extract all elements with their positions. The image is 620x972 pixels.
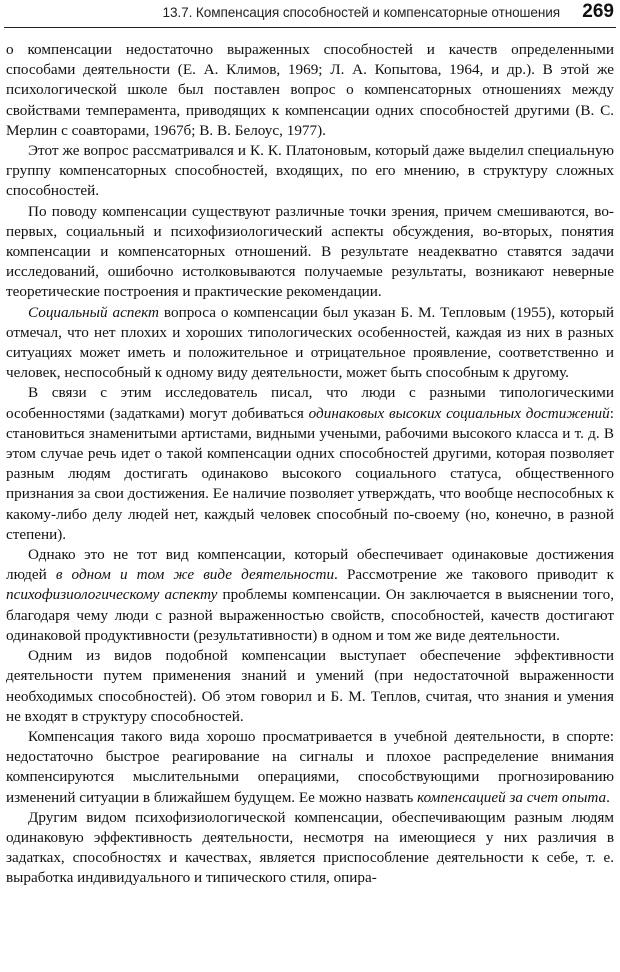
text-run: Одним из видов подобной компенсации выступает обеспечение эффективности деятельности путем применения знаний и умений (при недостаточной выраженности необходимых способностей). Об этом говорил и Б. М. Теплов, считая, что знания и умения не входят в структуру способностей. bbox=[6, 647, 614, 725]
page-number: 269 bbox=[582, 1, 614, 22]
text-run: . Рассмотрение же такового приводит к bbox=[334, 566, 614, 584]
italic-term: психофизиологическому аспекту bbox=[6, 586, 218, 604]
text-run: По поводу компенсации существуют различные точки зрения, причем смешиваются, во-первых, социальный и психофизиологический аспекты обсуждения, во-вторых, понятия компенсации и компенсаторных отношений. В результате неадекватно ставятся задачи исследований, ошибочно истолковываются получаемые результаты, возникают неверные теоретические построения и практические рекомендации. bbox=[6, 202, 614, 301]
paragraph bbox=[6, 202, 614, 303]
paragraph bbox=[6, 383, 614, 545]
text-run: Однако это не тот вид компенсации, который обеспечивает одинаковые достижения людей bbox=[6, 546, 614, 584]
running-header bbox=[0, 0, 620, 30]
text-run: вопроса о компенсации был указан Б. М. Тепловым (1955), который отмечал, что нет плохих и хороших типологических особенностей, каждая из них в разных ситуациях может иметь и положительное и отрицательное проявление, соответственно и человек, неспособный к одному виду деятельности, может быть способным к другому. bbox=[6, 303, 614, 382]
text-run: о компенсации недостаточно выраженных способностей и качеств определенными способами деятельности (Е. А. Климов, 1969; Л. А. Копытова, 1964, и др.). В этой же психологической школе был поставлен вопрос о компенсаторных отношениях между свойствами темперамента, приводящих к компенсации одних способностей другими (В. С. Мерлин с соавторами, 1967б; В. В. Белоус, 1977). bbox=[6, 41, 614, 139]
page-body bbox=[6, 40, 614, 889]
text-run: В связи с этим исследователь писал, что люди с разными типологическими особенностями (задатками) могут добиваться bbox=[6, 384, 614, 422]
paragraph bbox=[6, 141, 614, 202]
text-run: Другим видом психофизиологической компенсации, обеспечивающим разным людям одинаковую эффективность деятельности, несмотря на имеющиеся у них различия в задатках, способностях и качествах, является приспособление деятельности к себе, т. е. выработка индивидуального и типического стиля, опира- bbox=[6, 808, 614, 887]
paragraph bbox=[6, 303, 614, 384]
italic-term: одинаковых высоких социальных достижений bbox=[308, 404, 610, 422]
chapter-section-title: 13.7. Компенсация способностей и компенсаторные отношения bbox=[162, 5, 560, 20]
italic-term: компенсацией за счет опыта bbox=[417, 788, 607, 806]
text-run: . bbox=[606, 788, 610, 806]
paragraph bbox=[6, 808, 614, 889]
paragraph bbox=[6, 40, 614, 141]
header-rule bbox=[4, 27, 616, 28]
text-run: проблемы компенсации. Он заключается в выяснении того, благодаря чему люди с разной выраженностью свойств, способностей, качеств достигают одинаковой продуктивности (результативности) в одном и том же виде деятельности. bbox=[6, 586, 614, 644]
paragraph bbox=[6, 727, 614, 808]
text-run: Этот же вопрос рассматривался и К. К. Платоновым, который даже выделил специальную группу компенсаторных способностей, входящих, по его мнению, в структуру сложных способностей. bbox=[6, 142, 614, 200]
italic-term: Социальный аспект bbox=[28, 303, 160, 321]
paragraph bbox=[6, 646, 614, 727]
text-run: : становиться знаменитыми артистами, видными учеными, рабочими высокого класса и т. д. В этом случае речь идет о такой компенсации одних способностей другими, которая позволяет разным людям достигать одинаково высокого социального статуса, общественного признания за свои достижения. Ее наличие позволяет утверждать, что вообще неспособных к какому-либо делу людей нет, каждый человек способный по-своему (но, конечно, в разной степени). bbox=[6, 404, 614, 543]
paragraph bbox=[6, 545, 614, 646]
text-run: Компенсация такого вида хорошо просматривается в учебной деятельности, в спорте: недостаточно быстрое реагирование на сигналы и плохое распределение внимания компенсируются мыслительными операциями, способствующими прогнозированию изменений ситуации в ближайшем будущем. Ее можно назвать bbox=[6, 727, 614, 806]
italic-term: в одном и том же виде деятельности bbox=[55, 566, 335, 584]
